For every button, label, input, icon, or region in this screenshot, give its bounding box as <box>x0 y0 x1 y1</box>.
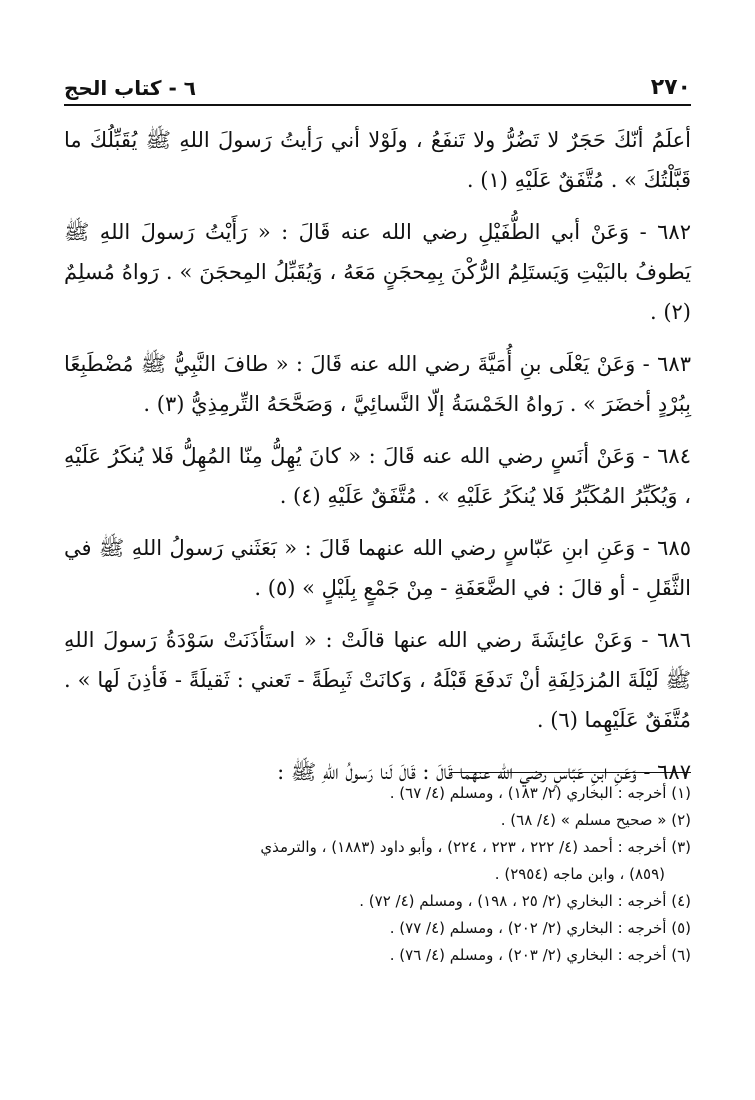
hadith-paragraph: ٦٨٤ - وَعَنْ أنَسٍ رضي الله عنه قَالَ : « كانَ يُهِلُّ مِنّا المُهِلُّ فَلا يُنكَرُ عَلَيْهِ ، وَيُكَبِّرُ المُكَبِّرُ فَلا يُنكَرُ عَلَيْهِ » . مُتَّفَقٌ عَلَيْهِ (٤) . <box>64 444 691 508</box>
footnote: (٣) أخرجه : أحمد (٤/ ٢٢٢ ، ٢٢٣ ، ٢٢٤) ، وأبو داود (١٨٨٣) ، والترمذي <box>260 838 691 856</box>
hadith-paragraph: ٦٨٧ - وَعَنِ ابنِ عَبّاسٍ رضي الله عنهما قَالَ : قَالَ لَنا رَسولُ اللهِ ﷺ : <box>277 760 691 784</box>
hadith-paragraph: ٦٨٦ - وَعَنْ عائِشَةَ رضي الله عنها قالَتْ : « استَأذَنَتْ سَوْدَةُ رَسولَ اللهِ ﷺ لَيْلَةَ المُزدَلِفَةِ أنْ تَدفَعَ قَبْلَهُ ، وَكانَتْ ثَبِطَةً - تَعني : ثَقيلَةً - فَأذِنَ لَها » . مُتَّفَقٌ عَلَيْهِما (٦) . <box>64 628 691 732</box>
hadith-paragraph: ٦٨٣ - وَعَنْ يَعْلَى بنِ أُمَيَّةَ رضي الله عنه قَالَ : « طافَ النَّبِيُّ ﷺ مُضْطَبِعًا بِبُرْدٍ أخضَرَ » . رَواهُ الخَمْسَةُ إلّا النَّسائِيَّ ، وَصَحَّحَهُ التِّرمِذِيُّ (٣) . <box>64 352 691 416</box>
main-text <box>64 120 691 792</box>
footnote: (٢) « صحيح مسلم » (٤/ ٦٨) . <box>500 811 691 829</box>
hadith-paragraph: ٦٨٢ - وَعَنْ أبي الطُّفَيْلِ رضي الله عنه قَالَ : « رَأَيْتُ رَسولَ اللهِ ﷺ يَطوفُ بالبَيْتِ وَيَستَلِمُ الرُّكْنَ بِمِحجَنٍ مَعَهُ ، وَيُقَبِّلُ المِحجَنَ » . رَواهُ مُسلِمٌ (٢) . <box>64 220 691 324</box>
page-number: ٢٧٠ <box>650 75 691 100</box>
footnote: (٥) أخرجه : البخاري (٢/ ٢٠٢) ، ومسلم (٤/ ٧٧) . <box>389 919 691 937</box>
hadith-paragraph: ٦٨٥ - وَعَنِ ابنِ عَبّاسٍ رضي الله عنهما قَالَ : « بَعَثَني رَسولُ اللهِ ﷺ في الثَّقَلِ - أو قالَ : في الضَّعَفَةِ - مِنْ جَمْعٍ بِلَيْلٍ » (٥) . <box>64 536 692 600</box>
footnote: (٤) أخرجه : البخاري (٢/ ٢٥ ، ١٩٨) ، ومسلم (٤/ ٧٢) . <box>359 892 691 910</box>
hadith-paragraph: أعلَمُ أنّكَ حَجَرٌ لا تَضُرُّ ولا تَنفَعُ ، ولَوْلا أني رَأيتُ رَسولَ اللهِ ﷺ يُقَبِّلُكَ ما قَبَّلْتُكَ » . مُتَّفَقٌ عَلَيْهِ (١) . <box>64 128 691 192</box>
footnote-continuation: (٨٥٩) ، وابن ماجه (٢٩٥٤) . <box>494 865 665 883</box>
footnotes <box>64 780 691 969</box>
footnote-divider <box>451 772 691 773</box>
chapter-title: ٦ - كتاب الحج <box>64 76 197 100</box>
footnote: (١) أخرجه : البخاري (٢/ ١٨٣) ، ومسلم (٤/ ٦٧) . <box>389 784 691 802</box>
page-header <box>64 60 691 106</box>
footnote: (٦) أخرجه : البخاري (٢/ ٢٠٣) ، ومسلم (٤/ ٧٦) . <box>389 946 691 964</box>
